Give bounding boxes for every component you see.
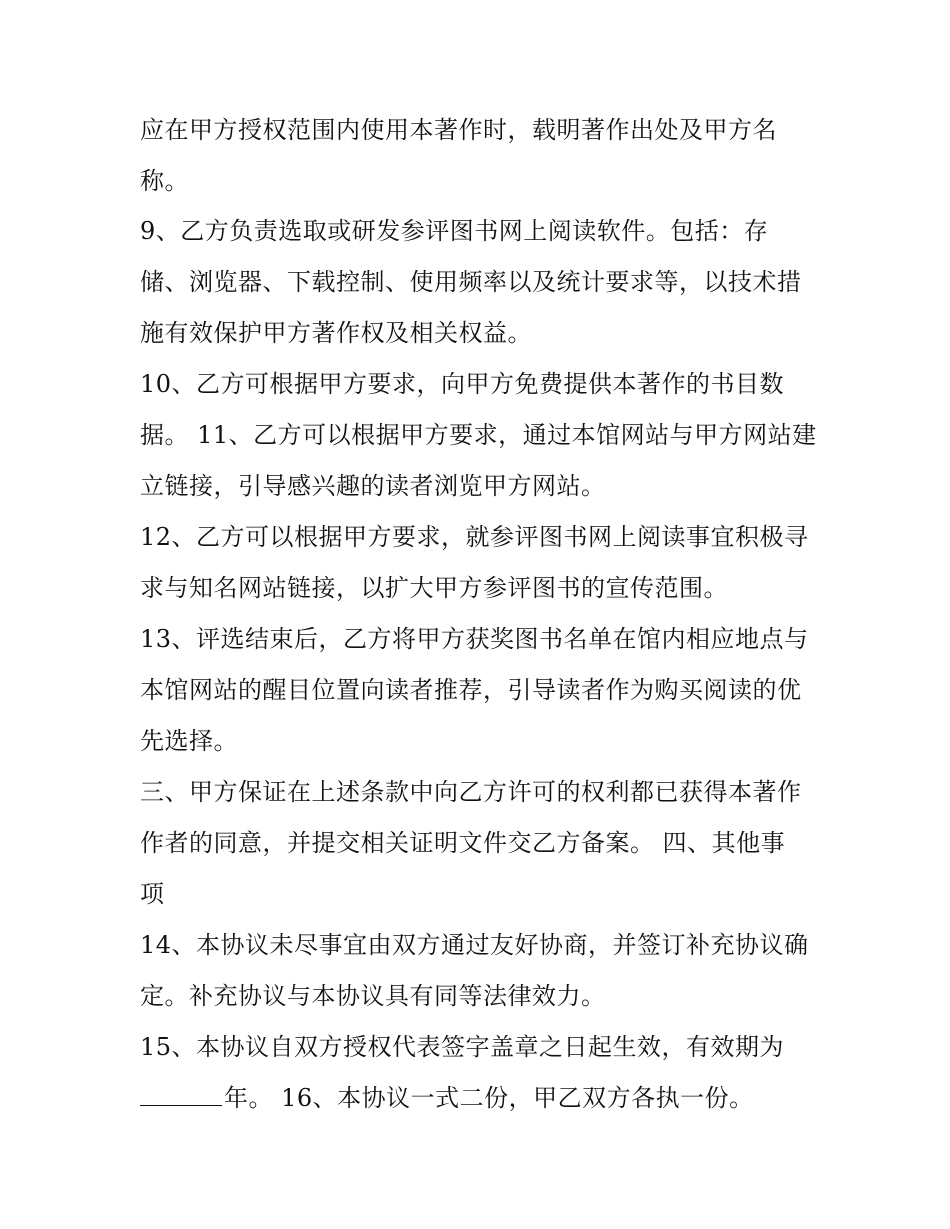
text-line: 施有效保护甲方著作权及相关权益。 bbox=[140, 319, 532, 347]
text-line-last bbox=[140, 1083, 754, 1113]
text-line: 9、乙方负责选取或研发参评图书网上阅读软件。包括：存 bbox=[140, 217, 769, 245]
text-line: 称。 bbox=[140, 167, 189, 195]
fill-in-blank bbox=[140, 1083, 222, 1106]
text-line: 项 bbox=[140, 880, 165, 908]
text-line: 三、甲方保证在上述条款中向乙方许可的权利都已获得本著作 bbox=[140, 778, 802, 806]
text-line: 应在甲方授权范围内使用本著作时，载明著作出处及甲方名 bbox=[140, 116, 777, 144]
text-line: 先选择。 bbox=[140, 727, 238, 755]
text-line: 求与知名网站链接，以扩大甲方参评图书的宣传范围。 bbox=[140, 574, 728, 602]
text-line: 13、评选结束后，乙方将甲方获奖图书名单在馆内相应地点与 bbox=[140, 625, 809, 653]
text-line: 12、乙方可以根据甲方要求，就参评图书网上阅读事宜积极寻 bbox=[140, 523, 809, 551]
text-line: 本馆网站的醒目位置向读者推荐，引导读者作为购买阅读的优 bbox=[140, 676, 802, 704]
text-line: 14、本协议未尽事宜由双方通过友好协商，并签订补充协议确 bbox=[140, 931, 809, 959]
text-line: 15、本协议自双方授权代表签字盖章之日起生效，有效期为 bbox=[140, 1033, 785, 1061]
text-line: 定。补充协议与本协议具有同等法律效力。 bbox=[140, 982, 606, 1010]
text-line: 10、乙方可根据甲方要求，向甲方免费提供本著作的书目数 bbox=[140, 370, 785, 398]
text-line: 据。 11、乙方可以根据甲方要求，通过本馆网站与甲方网站建 bbox=[140, 421, 817, 449]
text-line-tail: 年。 16、本协议一式二份，甲乙双方各执一份。 bbox=[224, 1084, 754, 1112]
text-line: 立链接，引导感兴趣的读者浏览甲方网站。 bbox=[140, 472, 606, 500]
text-line: 储、浏览器、下载控制、使用频率以及统计要求等，以技术措 bbox=[140, 268, 802, 296]
text-line: 作者的同意，并提交相关证明文件交乙方备案。 四、其他事 bbox=[140, 829, 786, 857]
